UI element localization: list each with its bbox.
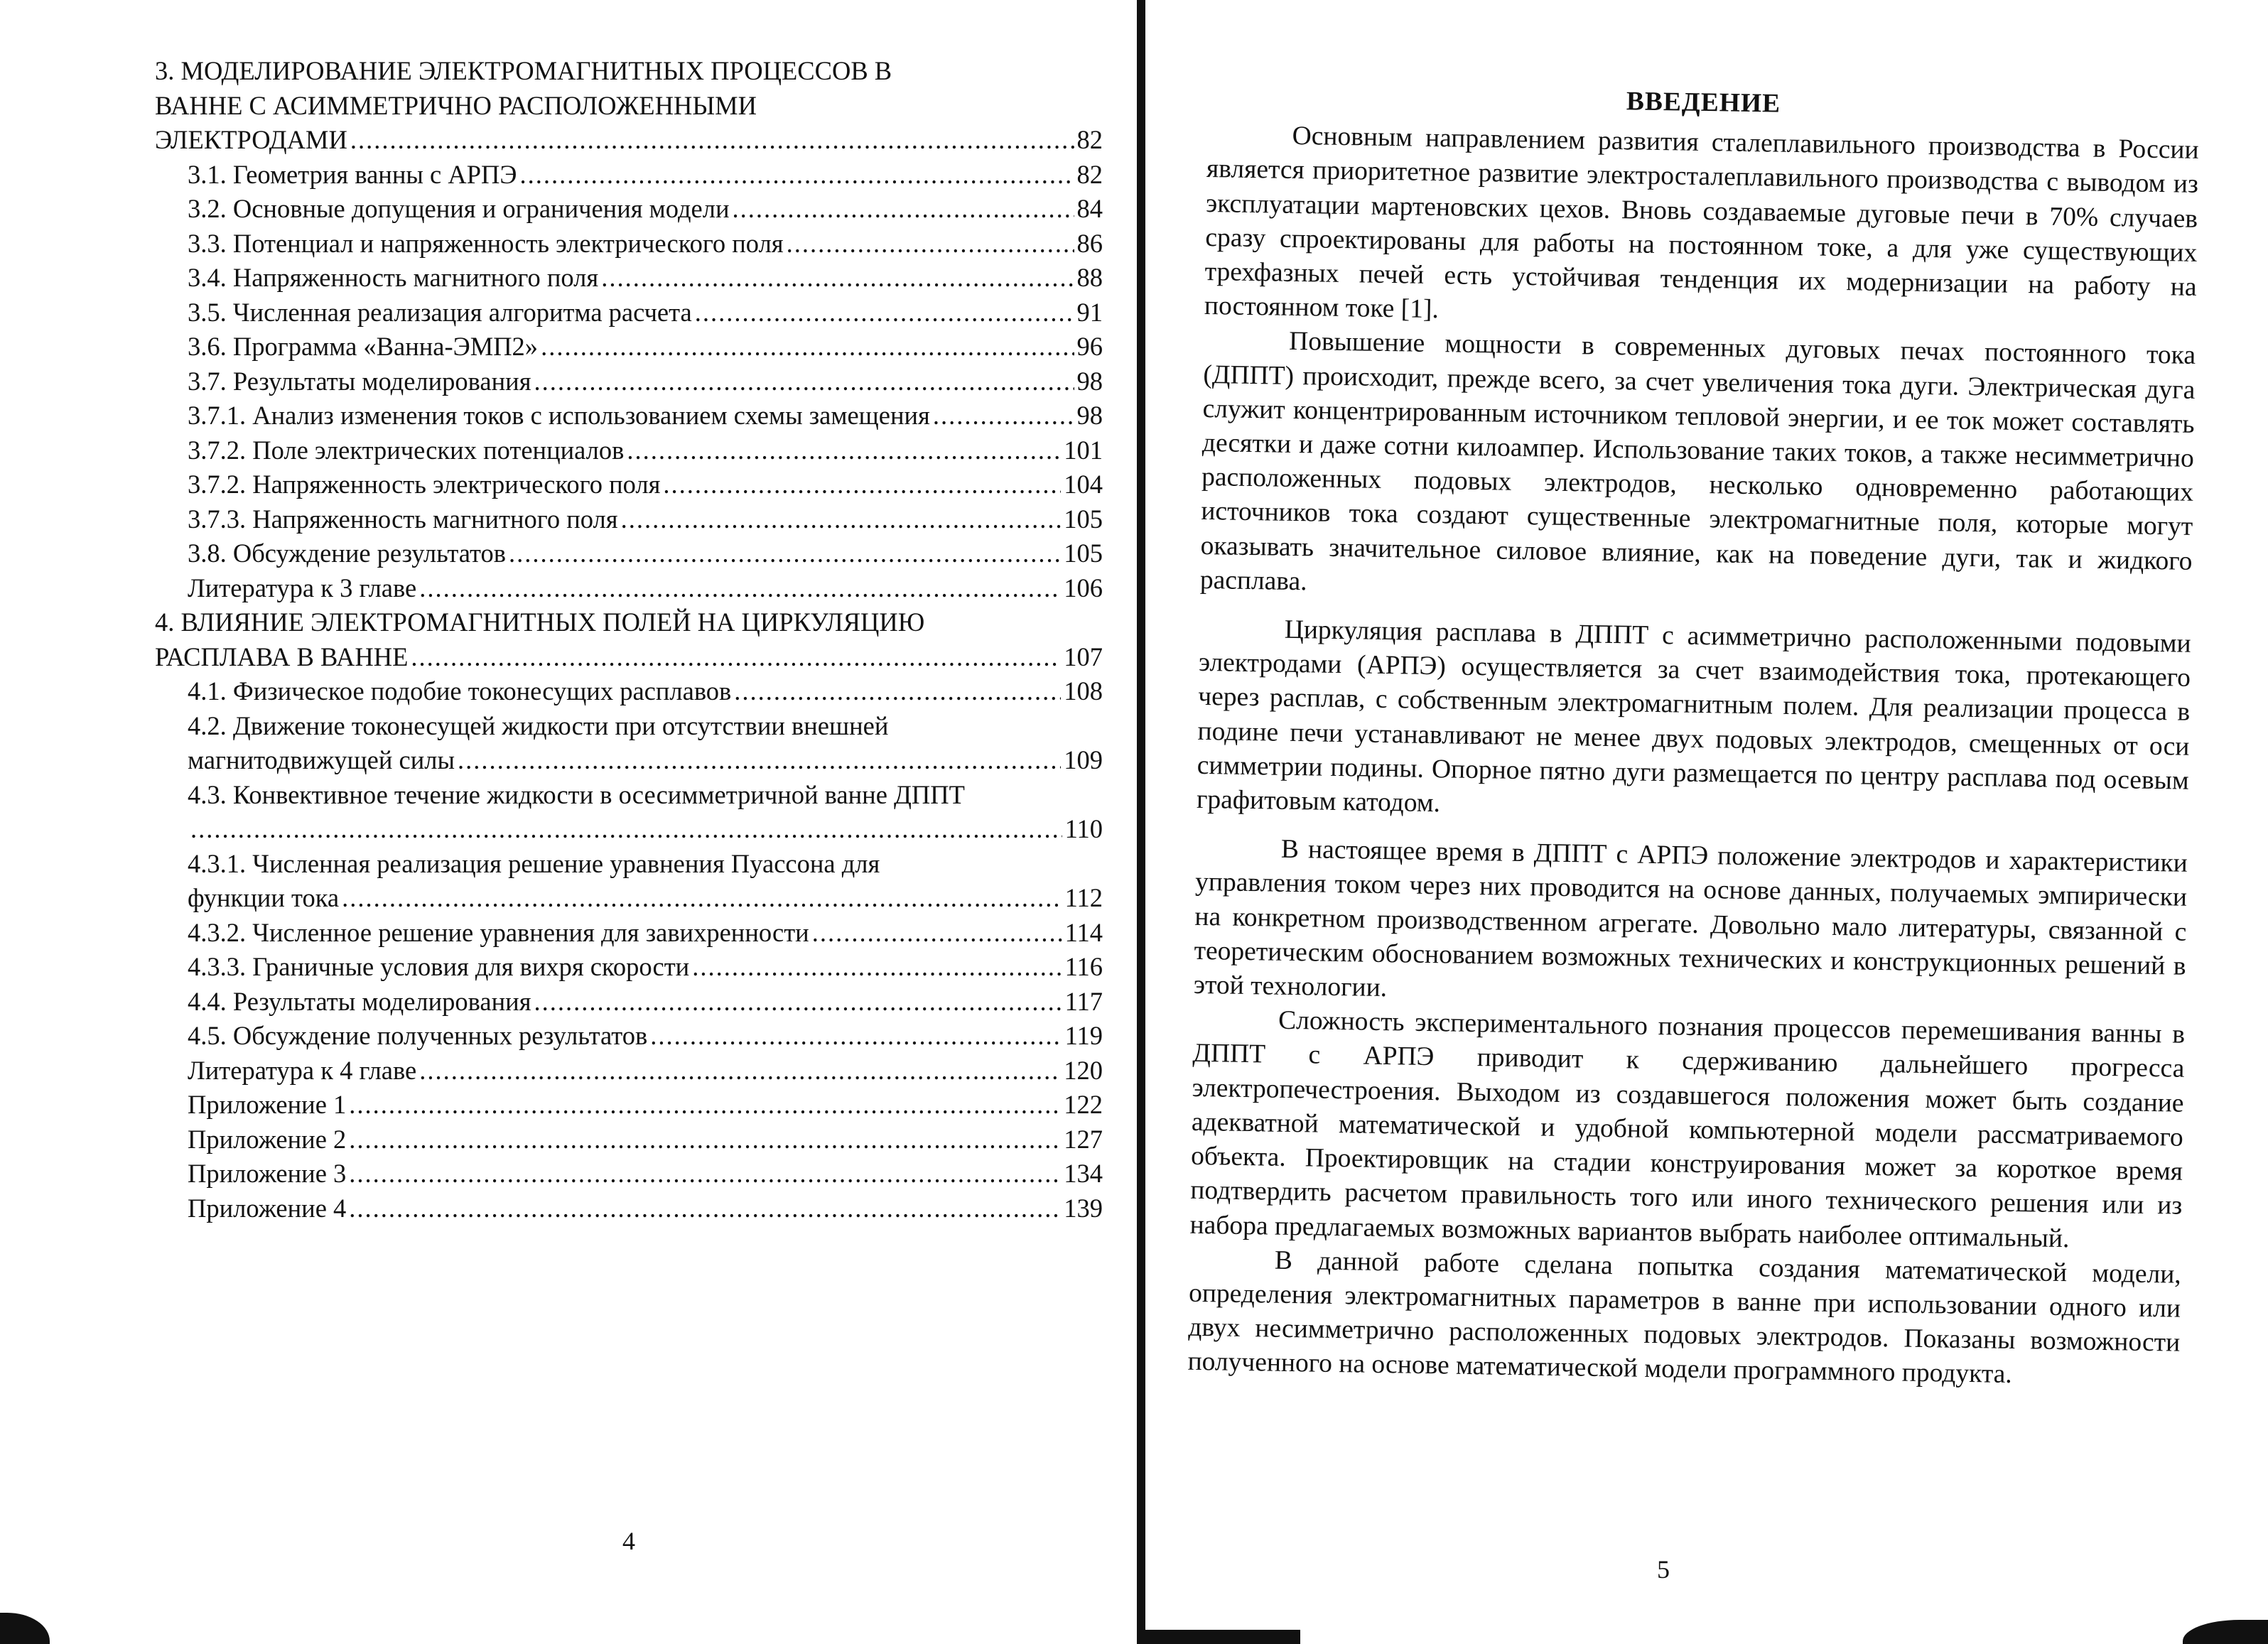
- book-spine: [1137, 0, 1145, 1644]
- toc-entry-title: 3.7.1. Анализ изменения токов с использованием схемы замещения: [188, 401, 930, 430]
- toc-entry: [155, 812, 1103, 847]
- right-page: [1145, 0, 2268, 1644]
- toc-entry-line: ВАННЕ С АСИММЕТРИЧНО РАСПОЛОЖЕННЫМИ: [155, 90, 757, 120]
- toc-page-number: 104: [1064, 470, 1103, 499]
- toc-entry-title: функции тока: [188, 883, 340, 912]
- paragraph: Основным направлением развития сталеплавильного производства в России является приоритетное развитие электросталеплавильного производства с выводом из эксплуатации мартеновских цехов. Вновь создаваемые дуговые печи в 70% случаев сразу спроектированы для работы на постоянном токе, а для уже существующих трехфазных печей есть устойчивая тенденция их модернизации на работу на постоянном токе [1].: [1204, 121, 2199, 325]
- toc-entry-title: 3.5. Численная реализация алгоритма расчета: [188, 297, 692, 327]
- toc-page-number: 117: [1064, 986, 1103, 1016]
- toc-leader-dots: [419, 571, 1061, 606]
- paragraph: Сложность экспериментального познания процессов перемешивания ванны в ДППТ с АРПЭ приводит к сдерживанию дальнейшего прогресса электропечестроения. Выходом из создавшегося положения может быть создание адекватной математической и удобной компьютерной модели рассматриваемого объекта. Проектировщик на стадии конструирования может за короткое время подтвердить расчетом правильность того или иного технического решения или из набора предлагаемых возможных вариантов выбрать наиболее оптимальный.: [1189, 1006, 2186, 1253]
- toc-entry-line: 4.2. Движение токонесущей жидкости при отсутствии внешней: [188, 710, 889, 740]
- toc-entry-title: 3.7.3. Напряженность магнитного поля: [188, 504, 618, 534]
- page-number-right: 5: [1657, 1555, 1670, 1584]
- toc-entry-title: 3.4. Напряженность магнитного поля: [188, 263, 599, 292]
- toc-entry: [155, 1054, 1103, 1088]
- toc-entry: [155, 1019, 1103, 1054]
- toc-entry-title: 4.4. Результаты моделирования: [188, 986, 531, 1016]
- toc-leader-dots: [541, 330, 1074, 364]
- toc-leader-dots: [534, 364, 1074, 399]
- toc-entry: [155, 640, 1103, 675]
- toc-leader-dots: [350, 123, 1074, 158]
- toc-entry-title: 3.7.2. Напряженность электрического поля: [188, 470, 661, 499]
- toc-entry-line: 4. ВЛИЯНИЕ ЭЛЕКТРОМАГНИТНЫХ ПОЛЕЙ НА ЦИРКУЛЯЦИЮ: [155, 607, 925, 637]
- toc-entry: [155, 433, 1103, 468]
- paragraph: В настоящее время в ДППТ с АРПЭ положение электродов и характеристики управления током через них проводится на основе данных, получаемых эмпирически на конкретном производственном агрегате. Довольно мало литературы, связанной с теоретическим обоснованием возможных технических и конструкционных решений в этой технологии.: [1193, 835, 2188, 1003]
- toc-entry-title: Приложение 2: [188, 1124, 347, 1154]
- toc-page-number: 82: [1076, 125, 1103, 154]
- toc-entry: [155, 261, 1103, 296]
- toc-leader-dots: [349, 1191, 1061, 1226]
- toc-page-number: 139: [1064, 1193, 1103, 1223]
- toc-entry: [155, 158, 1103, 193]
- toc-entry: [155, 674, 1103, 709]
- toc-leader-dots: [695, 296, 1074, 330]
- toc-leader-dots: [519, 158, 1074, 193]
- toc-entry: [155, 743, 1103, 778]
- paragraph: В данной работе сделана попытка создания математической модели, определения электромагнитных параметров в ванне при использовании одного или двух несимметрично расположенных подовых электродов. Показаны возможности полученного на основе математической модели программного продукта.: [1187, 1245, 2182, 1390]
- toc-entry-title: Приложение 4: [188, 1193, 347, 1223]
- toc-entry-title: 3.3. Потенциал и напряженность электрического поля: [188, 228, 784, 258]
- toc-entry-title: Литература к 4 главе: [188, 1055, 417, 1085]
- toc-entry: [155, 296, 1103, 330]
- table-of-contents: [155, 54, 1103, 1226]
- toc-leader-dots: [663, 467, 1061, 502]
- paragraph: Повышение мощности в современных дуговых печах постоянного тока (ДППТ) происходит, прежде всего, за счет увеличения тока дуги. Электрическая дуга служит концентрированным источником тепловой энергии, и ее ток может составлять десятки и даже сотни килоампер. Использование таких токов, а также несимметрично расположенных подовых электродов, несколько одновременно работающих источников тока создают существенные электромагнитные поля, которые могут оказывать значительное силовое влияние, как на поведение дуги, так и жидкого расплава.: [1199, 327, 2196, 597]
- toc-leader-dots: [692, 950, 1062, 985]
- toc-leader-dots: [349, 1088, 1061, 1123]
- toc-page-number: 112: [1064, 883, 1103, 912]
- toc-entry-line: 3. МОДЕЛИРОВАНИЕ ЭЛЕКТРОМАГНИТНЫХ ПРОЦЕССОВ В: [155, 56, 892, 85]
- toc-entry: [155, 399, 1103, 433]
- toc-leader-dots: [812, 916, 1062, 951]
- toc-page-number: 120: [1064, 1055, 1103, 1085]
- toc-page-number: 82: [1076, 159, 1103, 189]
- toc-entry-title: 3.7.2. Поле электрических потенциалов: [188, 435, 625, 465]
- toc-leader-dots: [349, 1157, 1061, 1191]
- toc-page-number: 101: [1064, 435, 1103, 465]
- scan-edge-shadow: [1137, 1630, 1300, 1644]
- toc-page-number: 98: [1076, 401, 1103, 430]
- toc-entry-title: 4.3.3. Граничные условия для вихря скорости: [188, 952, 690, 981]
- toc-page-number: 110: [1064, 814, 1103, 843]
- toc-page-number: 84: [1076, 194, 1103, 223]
- toc-entry-title: ЭЛЕКТРОДАМИ: [155, 125, 347, 154]
- toc-page-number: 134: [1064, 1159, 1103, 1188]
- toc-leader-dots: [787, 227, 1074, 261]
- toc-entry-title: 4.1. Физическое подобие токонесущих расплавов: [188, 676, 732, 705]
- toc-entry: [155, 502, 1103, 537]
- toc-leader-dots: [419, 1054, 1061, 1088]
- toc-page-number: 105: [1064, 539, 1103, 568]
- toc-page-number: 122: [1064, 1090, 1103, 1119]
- toc-entry: [155, 192, 1103, 227]
- toc-entry: [155, 916, 1103, 951]
- introduction-section: [1187, 78, 2200, 1395]
- toc-entry-title: Литература к 3 главе: [188, 573, 417, 602]
- toc-entry-line: 4.3. Конвективное течение жидкости в осесимметричной ванне ДППТ: [188, 779, 965, 809]
- toc-leader-dots: [509, 536, 1061, 571]
- toc-leader-dots: [621, 502, 1062, 537]
- toc-entry-title: 4.5. Обсуждение полученных результатов: [188, 1021, 648, 1050]
- toc-entry-title: 3.1. Геометрия ванны с АРПЭ: [188, 159, 517, 189]
- toc-entry-title: РАСПЛАВА В ВАННЕ: [155, 642, 409, 671]
- toc-leader-dots: [933, 399, 1074, 433]
- toc-entry: [155, 1088, 1103, 1123]
- toc-leader-dots: [601, 261, 1074, 296]
- toc-entry: [155, 1157, 1103, 1191]
- toc-page-number: 91: [1076, 297, 1103, 327]
- toc-page-number: 105: [1064, 504, 1103, 534]
- toc-page-number: 108: [1064, 676, 1103, 705]
- toc-entry: [155, 985, 1103, 1020]
- toc-page-number: 107: [1064, 642, 1103, 671]
- toc-page-number: 114: [1064, 917, 1103, 947]
- toc-leader-dots: [190, 812, 1062, 847]
- toc-page-number: 96: [1076, 332, 1103, 361]
- toc-entry: [155, 227, 1103, 261]
- toc-page-number: 116: [1064, 952, 1103, 981]
- toc-entry-title: 3.7. Результаты моделирования: [188, 366, 531, 396]
- toc-leader-dots: [627, 433, 1061, 468]
- toc-entry-title: 3.6. Программа «Ванна-ЭМП2»: [188, 332, 539, 361]
- toc-entry-title: Приложение 3: [188, 1159, 347, 1188]
- toc-entry: [155, 364, 1103, 399]
- toc-entry-line: 4.3.1. Численная реализация решение уравнения Пуассона для: [188, 848, 880, 878]
- toc-page-number: 127: [1064, 1124, 1103, 1154]
- toc-leader-dots: [650, 1019, 1062, 1054]
- toc-page-number: 86: [1076, 228, 1103, 258]
- toc-page-number: 106: [1064, 573, 1103, 602]
- toc-page-number: 98: [1076, 366, 1103, 396]
- toc-entry-title: 3.8. Обсуждение результатов: [188, 539, 506, 568]
- toc-leader-dots: [349, 1123, 1061, 1157]
- toc-leader-dots: [458, 743, 1061, 778]
- toc-leader-dots: [342, 881, 1062, 916]
- toc-entry: [155, 123, 1103, 158]
- toc-entry: [155, 467, 1103, 502]
- toc-entry: [155, 536, 1103, 571]
- toc-entry: [155, 1123, 1103, 1157]
- toc-leader-dots: [732, 192, 1074, 227]
- paragraph: Циркуляция расплава в ДППТ с асимметрично расположенными подовыми электродами (АРПЭ) осуществляется за счет взаимодействия тока, протекающего через расплав, с собственным электромагнитным полем. Для реализации процесса в подине печи устанавливают не менее двух подовых электродов, смещенных от оси симметрии подины. Опорное пятно дуги размещается по центру расплава под осевым графитовым катодом.: [1196, 615, 2191, 818]
- toc-leader-dots: [534, 985, 1062, 1020]
- toc-page-number: 119: [1064, 1021, 1103, 1050]
- toc-entry-title: Приложение 1: [188, 1090, 347, 1119]
- toc-leader-dots: [411, 640, 1061, 675]
- toc-entry: [155, 881, 1103, 916]
- page-number-left: 4: [622, 1527, 635, 1555]
- toc-entry: [155, 950, 1103, 985]
- toc-entry: [155, 330, 1103, 364]
- toc-entry-title: 3.2. Основные допущения и ограничения модели: [188, 194, 730, 223]
- toc-entry-title: 4.3.2. Численное решение уравнения для завихренности: [188, 917, 809, 947]
- toc-entry: [155, 1191, 1103, 1226]
- toc-leader-dots: [734, 674, 1061, 709]
- toc-entry-title: магнитодвижущей силы: [188, 745, 455, 774]
- toc-page-number: 109: [1064, 745, 1103, 774]
- toc-entry: [155, 571, 1103, 606]
- toc-page-number: 88: [1076, 263, 1103, 292]
- section-heading: ВВЕДЕНИЕ: [1626, 87, 1781, 119]
